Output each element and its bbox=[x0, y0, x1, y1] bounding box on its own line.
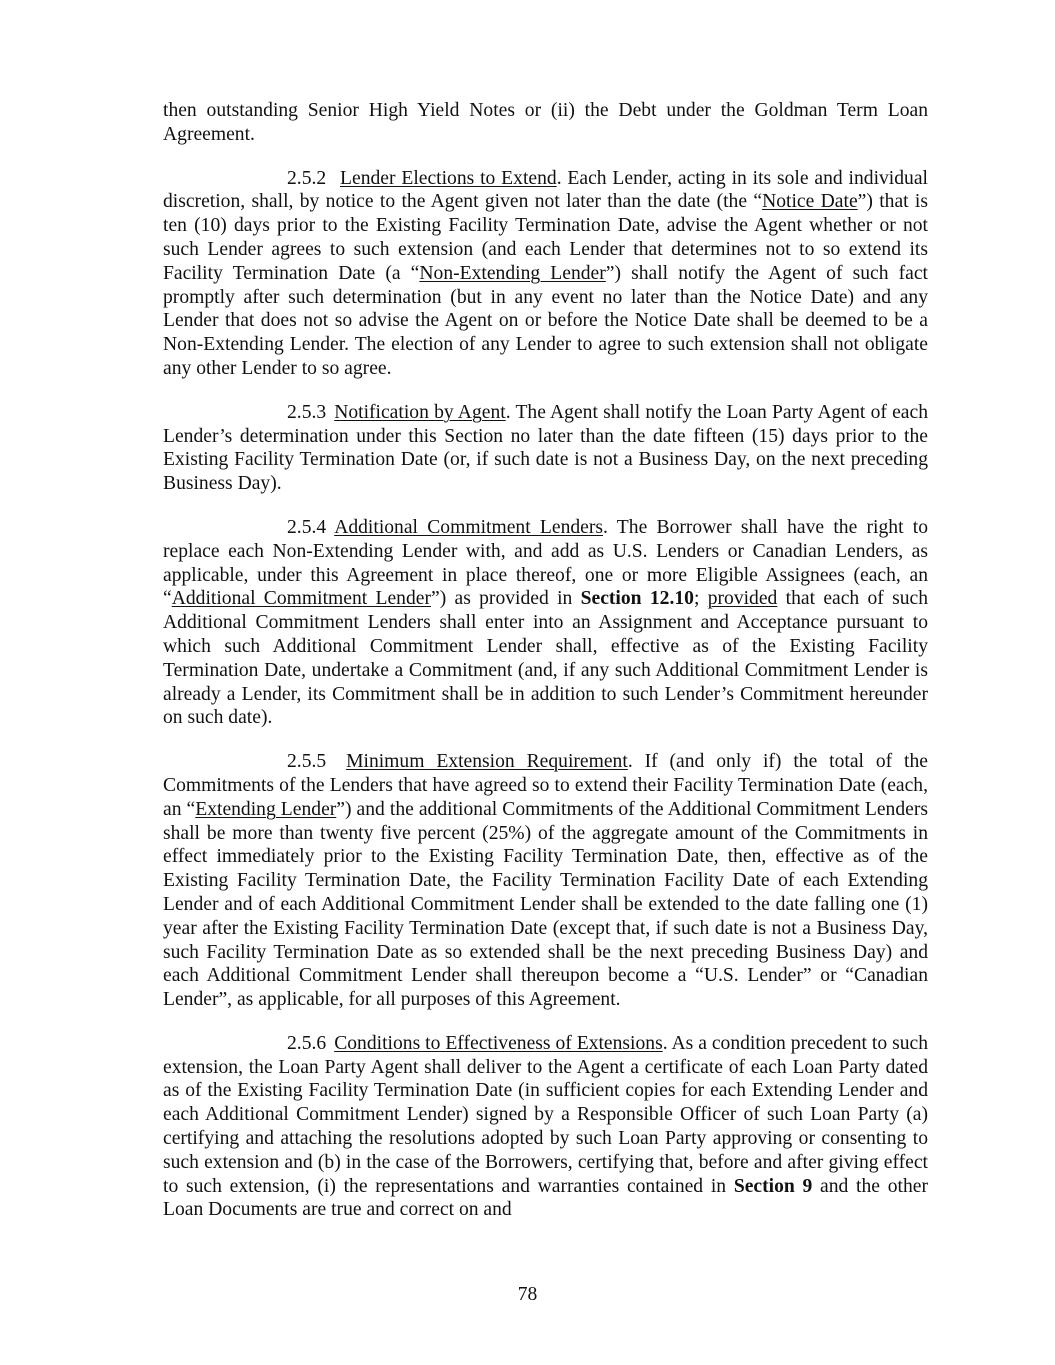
section-heading: Minimum Extension Requirement bbox=[346, 751, 628, 773]
section-heading: Additional Commitment Lenders bbox=[334, 516, 604, 538]
section-2-5-3: 2.5.3 Notification by Agent. The Agent shall notify the Loan Party Agent of each Lender’s determination under this Section no later than the date fifteen (15) days prior to the Existing Facility Termination Date (or, if such date is not a Business Day, on the next preceding Business Day). bbox=[163, 401, 928, 495]
section-number: 2.5.4 bbox=[287, 516, 327, 538]
proviso-term: provided bbox=[707, 588, 778, 610]
defined-term: Notice Date bbox=[762, 191, 858, 213]
section-number: 2.5.2 bbox=[287, 167, 327, 189]
section-2-5-4: 2.5.4 Additional Commitment Lenders. The Borrower shall have the right to replace each Non-Extending Lender with, and add as U.S. Lenders or Canadian Lenders, as applicable, under this Agreement in place thereof, one or more Eligible Assignees (each, an “Additional Commitment Lender”) as provided in Section 12.10; provided that each of such Additional Commitment Lenders shall enter into an Assignment and Acceptance pursuant to which such Additional Commitment Lender shall, effective as of the Existing Facility Termination Date, undertake a Commitment (and, if any such Additional Commitment Lender is already a Lender, its Commitment shall be in addition to such Lender’s Commitment hereunder on such date). bbox=[163, 516, 929, 729]
page-number: 78 bbox=[517, 1284, 538, 1305]
section-number: 2.5.3 bbox=[287, 401, 327, 423]
section-2-5-5: 2.5.5 Minimum Extension Requirement. If (and only if) the total of the Commitments of the Lenders that have agreed so to extend their Facility Termination Date (each, an “Extending Lender”) and the additional Commitments of the Additional Commitment Lenders shall be more than twenty five percent (25%) of the aggregate amount of the Commitments in effect immediately prior to the Existing Facility Termination Date, then, effective as of the Existing Facility Termination Date, the Facility Termination Facility Date of each Extending Lender and of each Additional Commitment Lender shall be extended to the date falling one (1) year after the Existing Facility Termination Date (except that, if such date is not a Business Day, such Facility Termination Date as so extended shall be the next preceding Business Day) and each Additional Commitment Lender shall thereupon become a “U.S. Lender” or “Canadian Lender”, as applicable, for all purposes of this Agreement. bbox=[163, 751, 928, 1011]
section-heading: Conditions to Effectiveness of Extensions bbox=[334, 1032, 663, 1054]
section-2-5-2: 2.5.2 Lender Elections to Extend. Each Lender, acting in its sole and individual discretion, shall, by notice to the Agent given not later than the date (the “Notice Date”) that is ten (10) days prior to the Existing Facility Termination Date, advise the Agent whether or not such Lender agrees to such extension (and each Lender that determines not to so extend its Facility Termination Date (a “Non-Extending Lender”) shall notify the Agent of such fact promptly after such determination (but in any event no later than the Notice Date) and any Lender that does not so advise the Agent on or before the Notice Date shall be deemed to be a Non-Extending Lender. The election of any Lender to agree to such extension shall not obligate any other Lender to so agree. bbox=[163, 167, 929, 379]
section-number: 2.5.6 bbox=[287, 1032, 327, 1054]
paragraph-continuation: then outstanding Senior High Yield Notes or (ii) the Debt under the Goldman Term Loan Agreement. bbox=[163, 100, 928, 145]
section-reference: Section 12.10 bbox=[580, 588, 694, 610]
section-heading: Notification by Agent bbox=[334, 401, 506, 423]
section-reference: Section 9 bbox=[733, 1175, 813, 1197]
defined-term: Additional Commitment Lender bbox=[171, 588, 431, 610]
defined-term: Non-Extending Lender bbox=[419, 262, 606, 284]
document-body bbox=[163, 99, 928, 1242]
section-number: 2.5.5 bbox=[287, 751, 327, 773]
defined-term: Extending Lender bbox=[195, 798, 337, 820]
section-2-5-6: 2.5.6 Conditions to Effectiveness of Extensions. As a condition precedent to such extension, the Loan Party Agent shall deliver to the Agent a certificate of each Loan Party dated as of the Existing Facility Termination Date (in sufficient copies for each Extending Lender and each Additional Commitment Lender) signed by a Responsible Officer of such Loan Party (a) certifying and attaching the resolutions adopted by such Loan Party approving or consenting to such extension and (b) in the case of the Borrowers, certifying that, before and after giving effect to such extension, (i) the representations and warranties contained in Section 9 and the other Loan Documents are true and correct on and bbox=[163, 1032, 928, 1221]
section-heading: Lender Elections to Extend bbox=[340, 167, 557, 189]
